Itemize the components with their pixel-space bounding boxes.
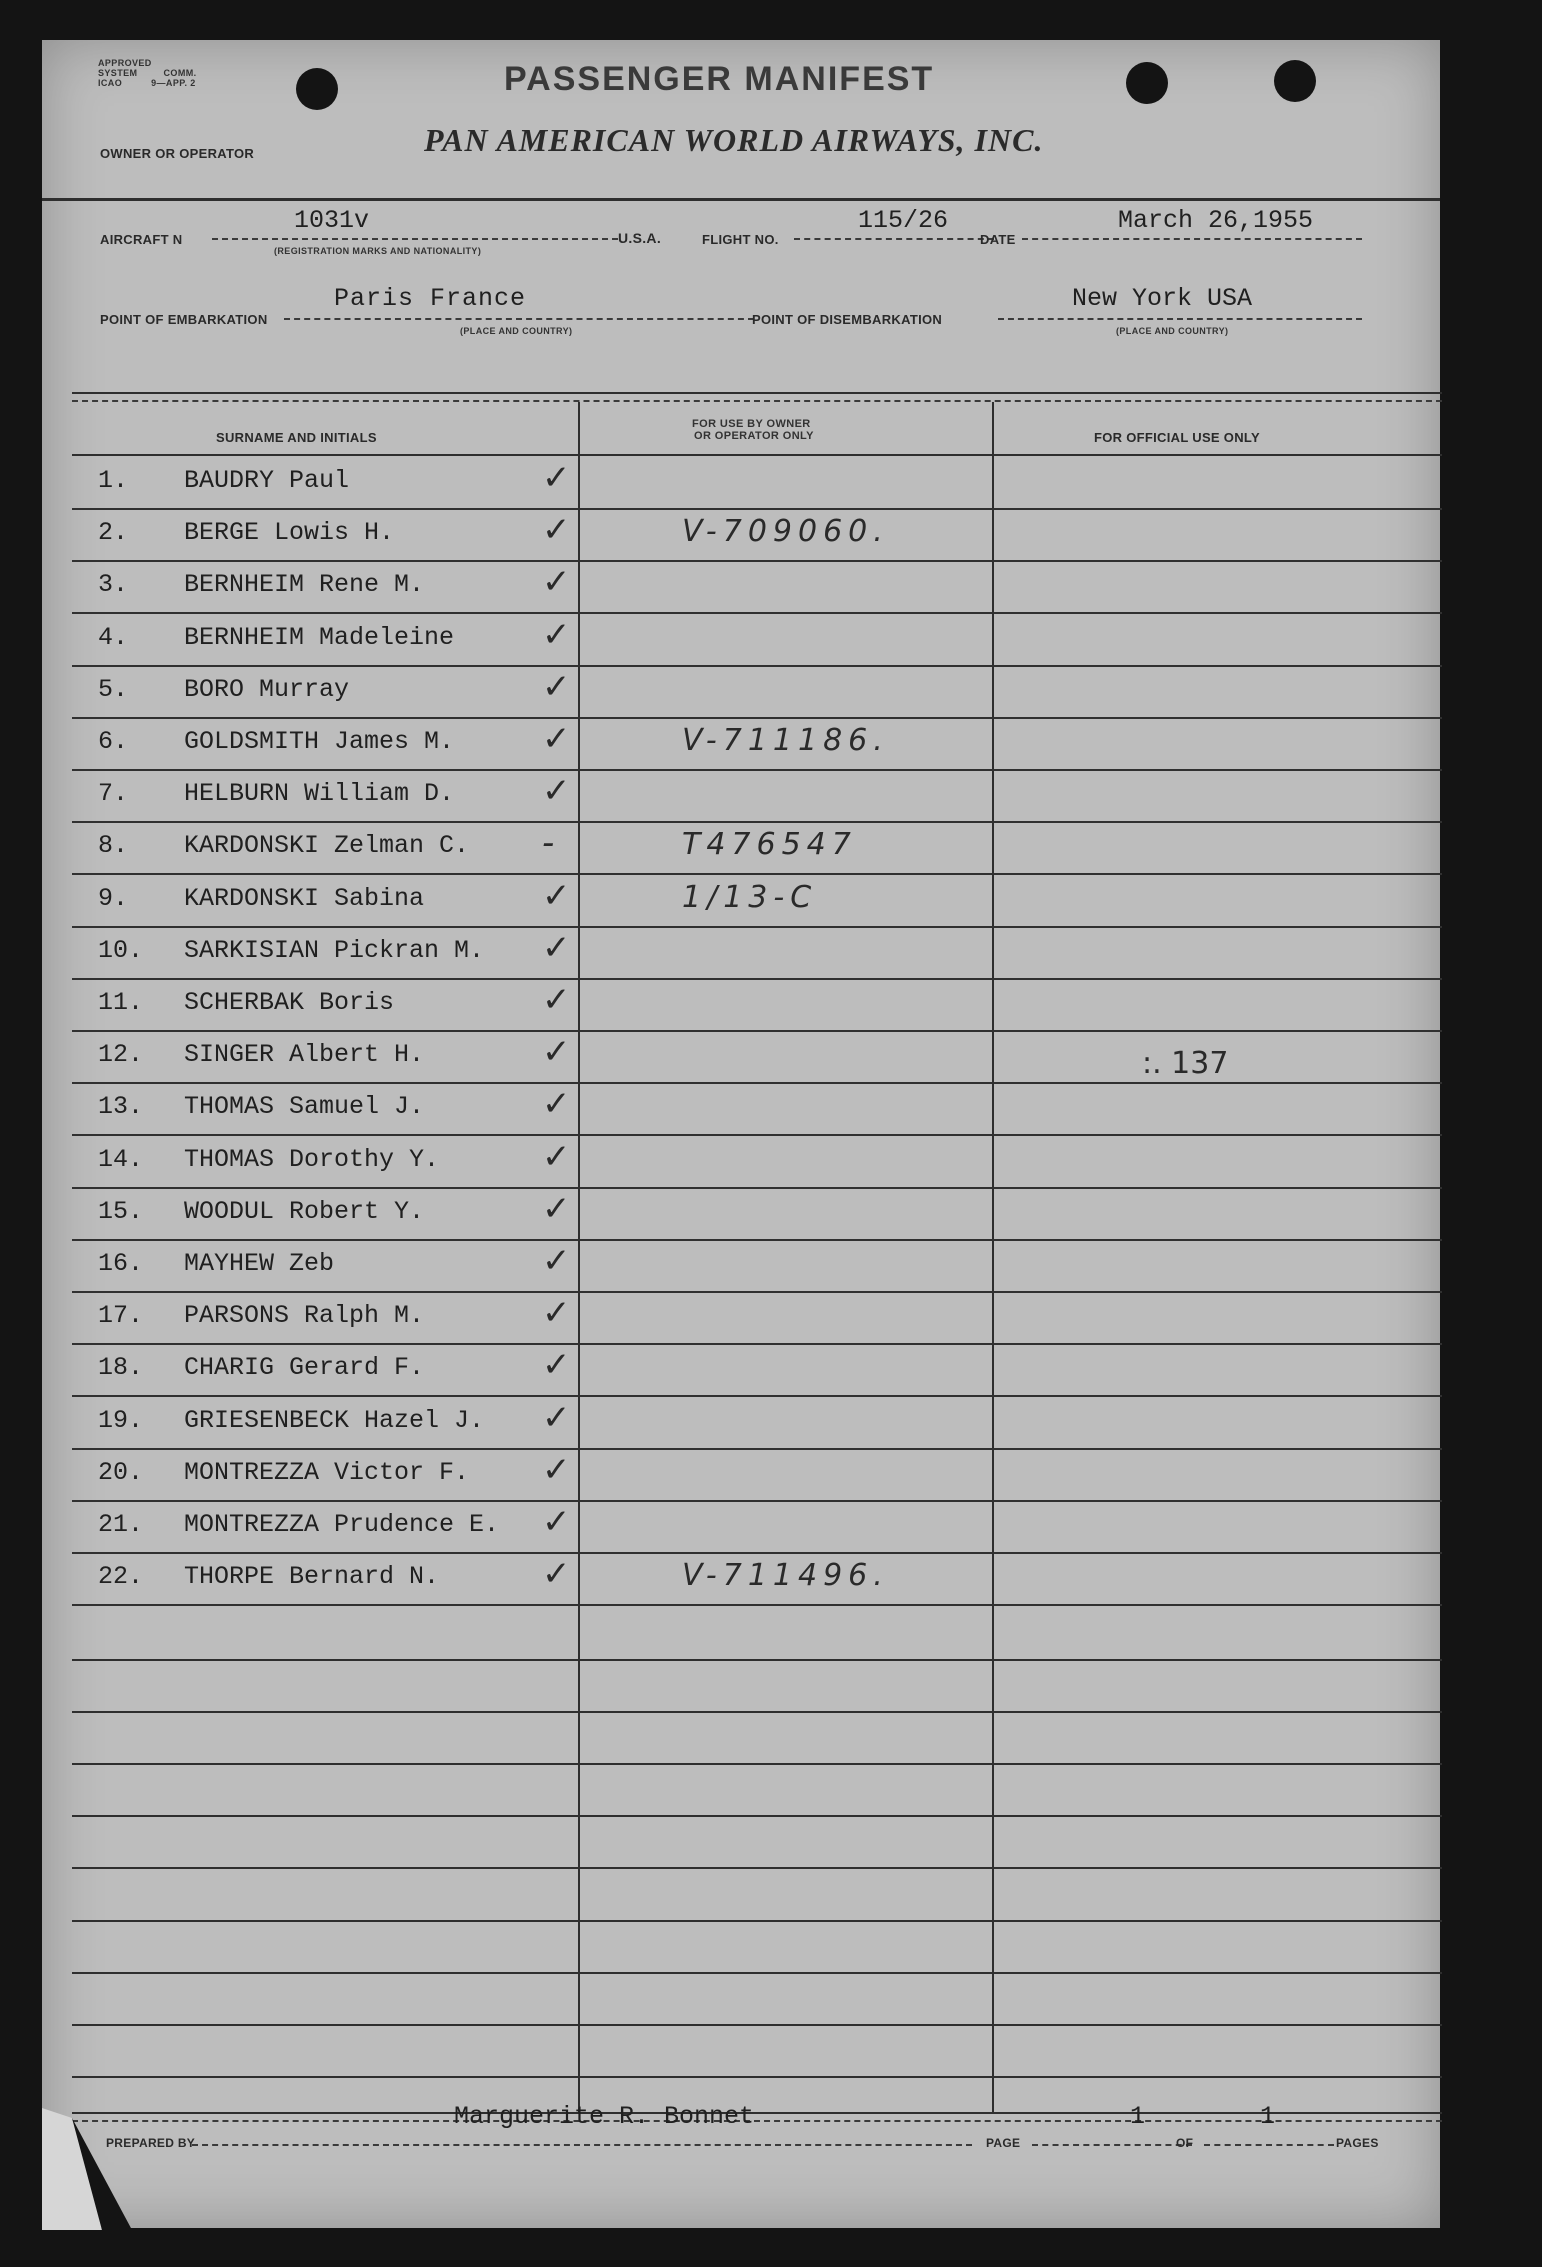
date-value: March 26,1955 — [1118, 206, 1314, 235]
embark-underline — [284, 318, 754, 320]
disembark-sub: (PLACE AND COUNTRY) — [1116, 326, 1229, 336]
flight-underline — [794, 238, 994, 240]
passenger-row — [42, 719, 1440, 771]
passenger-number: 1. — [98, 466, 129, 495]
passenger-number: 8. — [98, 831, 129, 861]
passenger-row — [42, 823, 1440, 875]
passenger-name: KARDONSKI Zelman C. — [184, 831, 470, 861]
passenger-row — [42, 1398, 1440, 1450]
passenger-row — [42, 1554, 1440, 1606]
passenger-number: 14. — [98, 1144, 144, 1174]
page-label: PAGE — [986, 2136, 1021, 2150]
of-value: 1 — [1260, 2102, 1276, 2131]
passenger-row — [42, 1502, 1440, 1554]
passenger-row — [42, 1084, 1440, 1136]
passenger-name: MONTREZZA Prudence E. — [184, 1510, 500, 1539]
passenger-number: 9. — [98, 883, 129, 913]
check-mark-icon: ✓ — [542, 771, 577, 812]
aircraft-underline — [212, 238, 618, 240]
of-label: OF — [1176, 2136, 1194, 2150]
table-bottom-rule — [72, 2112, 1442, 2114]
of-underline — [1204, 2144, 1334, 2146]
passenger-number: 22. — [98, 1562, 144, 1592]
passport-note: T476547 — [682, 827, 857, 863]
check-mark-icon: ✓ — [542, 1397, 577, 1438]
punch-hole — [1126, 62, 1168, 104]
passenger-name: CHARIG Gerard F. — [184, 1353, 425, 1383]
airline-name: PAN AMERICAN WORLD AIRWAYS, INC. — [424, 122, 1044, 158]
passenger-number: 18. — [98, 1353, 144, 1383]
prepared-underline — [192, 2144, 972, 2146]
check-mark-icon: ✓ — [542, 1293, 577, 1334]
passenger-number: 11. — [98, 988, 144, 1017]
check-mark-icon: ✓ — [542, 1345, 577, 1386]
col-owner-header-1: FOR USE BY OWNER — [692, 418, 811, 430]
passenger-number: 20. — [98, 1457, 144, 1487]
passenger-row — [42, 771, 1440, 823]
flight-value: 115/26 — [858, 206, 949, 235]
folded-corner — [42, 2108, 132, 2230]
manifest-sheet — [42, 40, 1440, 2228]
aircraft-label: AIRCRAFT N — [100, 232, 183, 247]
check-mark-icon: ✓ — [542, 614, 577, 655]
page-value: 1 — [1130, 2102, 1146, 2131]
embark-value: Paris France — [334, 284, 527, 313]
passenger-row — [42, 562, 1440, 614]
check-mark-icon: ✓ — [542, 1554, 577, 1595]
owner-label: OWNER OR OPERATOR — [100, 146, 255, 161]
passenger-number: 10. — [98, 935, 144, 965]
passenger-row — [42, 980, 1440, 1032]
passenger-name: GRIESENBECK Hazel J. — [184, 1405, 485, 1435]
passenger-name: MONTREZZA Victor F. — [184, 1457, 470, 1487]
passenger-row — [42, 510, 1440, 562]
embark-label: POINT OF EMBARKATION — [100, 312, 268, 327]
passenger-row — [42, 928, 1440, 980]
embark-sub: (PLACE AND COUNTRY) — [460, 326, 573, 336]
passenger-row — [42, 1450, 1440, 1502]
passport-note: V-709060. — [682, 514, 889, 550]
empty-row-line — [72, 1659, 1442, 1661]
check-mark-icon: ✓ — [542, 875, 577, 916]
table-top-rule-dashed — [72, 400, 1442, 402]
aircraft-value: 1031v — [294, 206, 370, 235]
check-mark-icon: ✓ — [542, 458, 577, 498]
disembark-underline — [998, 318, 1362, 320]
prepared-value: Marguerite R. Bonnet — [454, 2102, 755, 2131]
passenger-name: KARDONSKI Sabina — [184, 883, 425, 913]
empty-row-line — [72, 1920, 1442, 1922]
passport-note: V-711496. — [682, 1558, 889, 1594]
col-owner-header-2: OR OPERATOR ONLY — [694, 430, 814, 442]
approval-block — [98, 58, 197, 88]
passenger-name: BERNHEIM Madeleine — [184, 622, 455, 652]
official-note: :. 137 — [1142, 1046, 1229, 1081]
row-divider — [72, 1604, 1442, 1606]
date-label: DATE — [980, 232, 1016, 247]
check-mark-icon: ✓ — [542, 1032, 577, 1073]
passenger-number: 12. — [98, 1040, 144, 1070]
passenger-name: BERNHEIM Rene M. — [184, 570, 425, 600]
empty-row-line — [72, 2024, 1442, 2026]
page-underline — [1032, 2144, 1192, 2146]
empty-row-line — [72, 1815, 1442, 1817]
empty-row-line — [72, 1867, 1442, 1869]
approval-line: SYSTEM COMM. — [98, 68, 197, 78]
passport-note: V-711186. — [682, 723, 889, 758]
punch-hole — [296, 68, 338, 110]
check-mark-icon: - — [542, 823, 561, 864]
passenger-row — [42, 1189, 1440, 1241]
empty-row-line — [72, 2076, 1442, 2078]
passenger-number: 15. — [98, 1196, 144, 1226]
prepared-label: PREPARED BY — [106, 2136, 196, 2150]
table-bottom-rule-dashed — [72, 2120, 1442, 2122]
check-mark-icon: ✓ — [542, 1188, 577, 1229]
check-mark-icon: ✓ — [542, 1241, 577, 1281]
punch-hole — [1274, 60, 1316, 102]
col-surname-header: SURNAME AND INITIALS — [216, 430, 377, 445]
passenger-number: 17. — [98, 1301, 144, 1331]
check-mark-icon: ✓ — [542, 562, 577, 603]
header-bottom-rule — [72, 454, 1442, 456]
passenger-name: MAYHEW Zeb — [184, 1249, 335, 1278]
empty-row-line — [72, 1972, 1442, 1974]
check-mark-icon: ✓ — [542, 719, 577, 759]
passenger-number: 4. — [98, 622, 129, 652]
check-mark-icon: ✓ — [542, 1449, 577, 1490]
approval-line: APPROVED — [98, 58, 152, 68]
passenger-row — [42, 1293, 1440, 1345]
flight-label: FLIGHT NO. — [702, 232, 779, 247]
passenger-name: THORPE Bernard N. — [184, 1562, 440, 1592]
passenger-row — [42, 458, 1440, 510]
passenger-number: 3. — [98, 570, 129, 600]
passenger-number: 19. — [98, 1405, 144, 1435]
check-mark-icon: ✓ — [542, 980, 577, 1020]
table-top-rule — [72, 392, 1442, 394]
pages-label: PAGES — [1336, 2136, 1379, 2150]
passenger-number: 5. — [98, 674, 129, 704]
passenger-number: 13. — [98, 1092, 144, 1122]
manifest-title: PASSENGER MANIFEST — [504, 60, 935, 98]
passenger-number: 7. — [98, 779, 129, 809]
passenger-number: 2. — [98, 518, 129, 548]
passenger-row — [42, 1241, 1440, 1293]
passenger-number: 21. — [98, 1510, 144, 1539]
empty-row-line — [72, 1711, 1442, 1713]
check-mark-icon: ✓ — [542, 927, 577, 968]
passenger-name: HELBURN William D. — [184, 779, 455, 809]
passenger-row — [42, 615, 1440, 667]
passenger-name: BORO Murray — [184, 674, 350, 704]
passenger-name: THOMAS Dorothy Y. — [184, 1144, 440, 1174]
empty-row-line — [72, 1763, 1442, 1765]
passenger-row — [42, 1032, 1440, 1084]
passenger-row — [42, 667, 1440, 719]
passenger-row — [42, 1137, 1440, 1189]
header-rule — [42, 198, 1440, 201]
passenger-number: 6. — [98, 727, 129, 756]
passenger-name: SARKISIAN Pickran M. — [184, 935, 485, 965]
passenger-name: GOLDSMITH James M. — [184, 727, 455, 756]
check-mark-icon: ✓ — [542, 1084, 577, 1125]
passport-note: 1/13-C — [682, 879, 818, 915]
passenger-name: PARSONS Ralph M. — [184, 1301, 425, 1331]
check-mark-icon: ✓ — [542, 1136, 577, 1177]
passenger-name: BERGE Lowis H. — [184, 518, 395, 548]
disembark-label: POINT OF DISEMBARKATION — [752, 312, 943, 327]
passenger-row — [42, 876, 1440, 928]
date-underline — [1022, 238, 1362, 240]
passenger-row — [42, 1345, 1440, 1397]
check-mark-icon: ✓ — [542, 510, 577, 551]
aircraft-sub: (REGISTRATION MARKS AND NATIONALITY) — [274, 246, 482, 256]
passenger-name: THOMAS Samuel J. — [184, 1092, 425, 1122]
passenger-name: WOODUL Robert Y. — [184, 1196, 425, 1226]
approval-line: ICAO 9—APP. 2 — [98, 78, 196, 88]
passenger-name: BAUDRY Paul — [184, 466, 350, 495]
disembark-value: New York USA — [1072, 284, 1253, 313]
col-official-header: FOR OFFICIAL USE ONLY — [1094, 430, 1260, 445]
check-mark-icon: ✓ — [542, 666, 577, 707]
usa-label: U.S.A. — [618, 230, 662, 246]
passenger-name: SCHERBAK Boris — [184, 988, 395, 1017]
passenger-number: 16. — [98, 1249, 144, 1278]
passenger-name: SINGER Albert H. — [184, 1040, 425, 1070]
check-mark-icon: ✓ — [542, 1502, 577, 1542]
